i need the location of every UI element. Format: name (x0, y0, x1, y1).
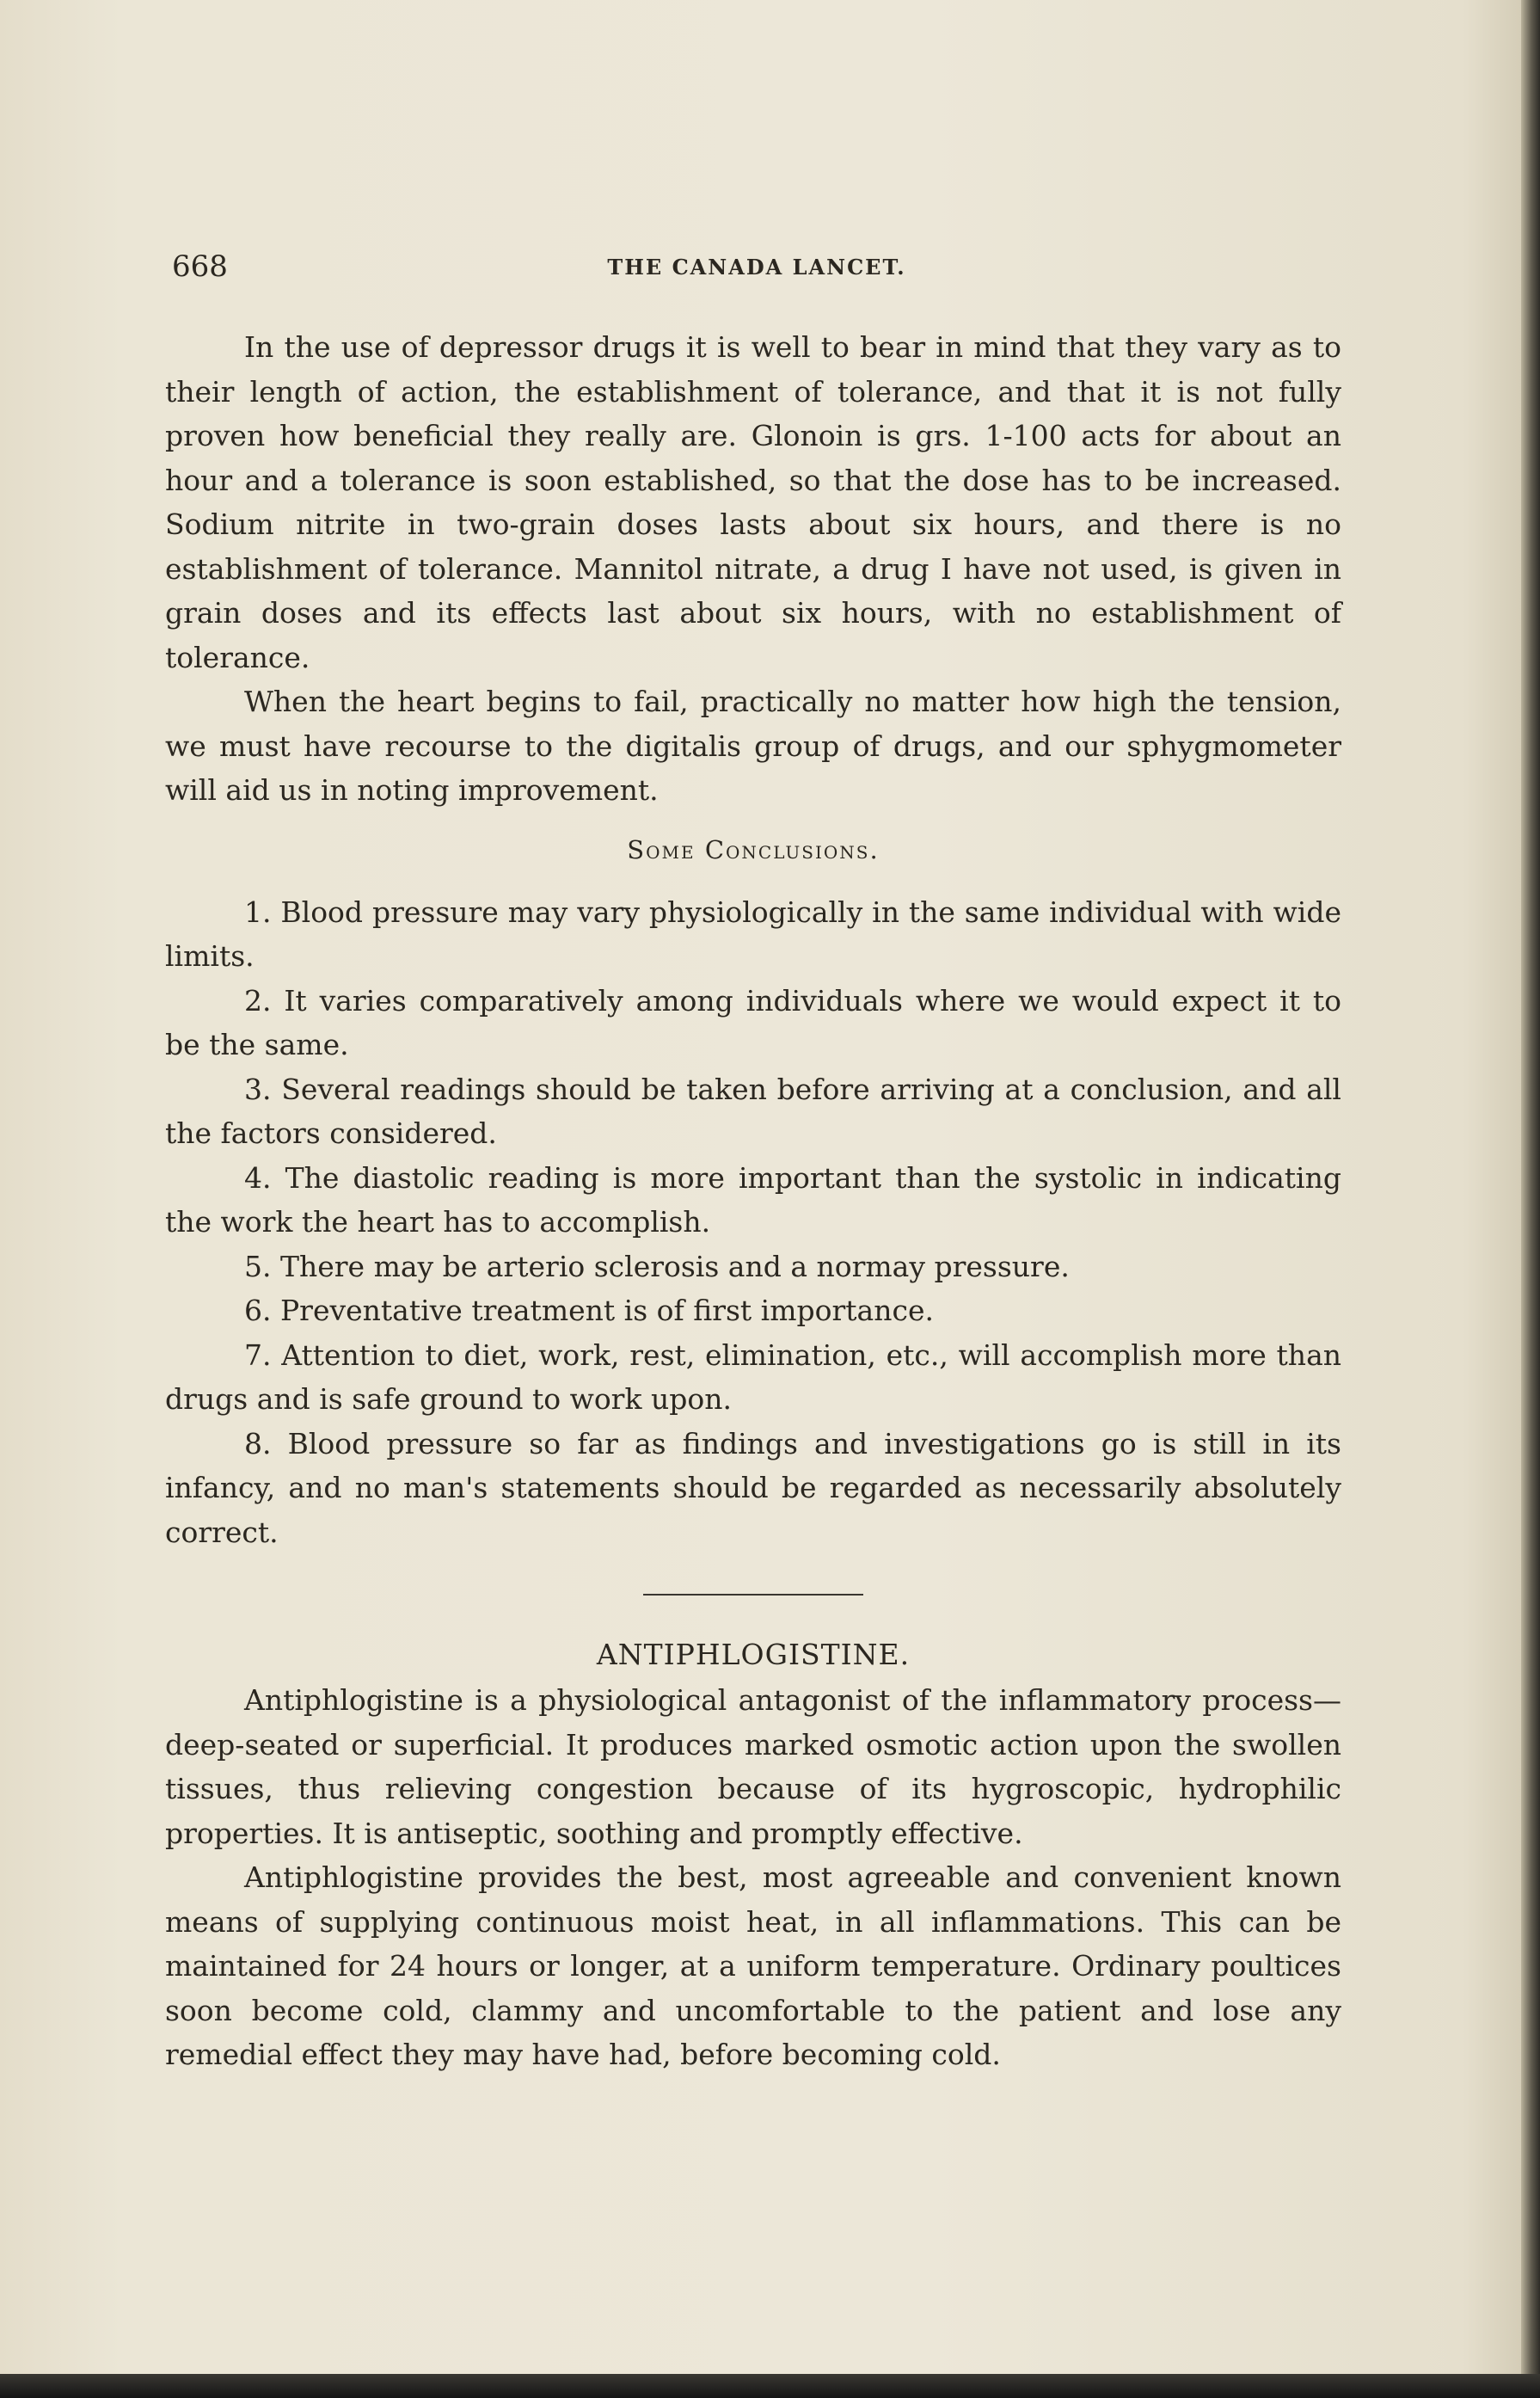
list-item: 8. Blood pressure so far as findings and investigations go is still in its infancy, and no man's statements should be regarded as necessarily absolutely correct. (165, 1426, 1341, 1549)
running-head (172, 249, 1341, 292)
conclusions-list (165, 890, 1341, 1555)
journal-title: THE CANADA LANCET. (607, 255, 906, 280)
section-heading (165, 828, 1341, 871)
paragraph: Antiphlogistine provides the best, most agreeable and convenient known means of supplying continuous moist heat, in all inflammations. This can be maintained for 24 hours or longer, at a uniform temperature. Ordinary poultices soon become cold, clammy and uncomfortable to the patient and lose any remedial effect they may have had, before becoming cold. (165, 1860, 1341, 2071)
page-body (165, 325, 1341, 2077)
list-item: 6. Preventative treatment is of first importance. (244, 1294, 934, 1327)
page-bottom-edge (0, 2374, 1540, 2398)
section-heading-text: Some Conclusions. (627, 834, 880, 864)
paragraph: When the heart begins to fail, practically no matter how high the tension, we must have recourse to the digitalis group of drugs, and our sphygmometer will aid us in noting improvement. (165, 685, 1341, 807)
list-item: 5. There may be arterio sclerosis and a normay pressure. (244, 1249, 1070, 1283)
list-item: 4. The diastolic reading is more important than the systolic in indicating the work the heart has to accomplish. (165, 1160, 1341, 1239)
page-number: 668 (172, 249, 228, 284)
paragraph: Antiphlogistine is a physiological antagonist of the inflammatory process—deep-seated or superficial. It produces marked osmotic action upon the swollen tissues, thus relieving congestion because of its hygroscopic, hydrophilic properties. It is antiseptic, soothing and promptly effective. (165, 1683, 1341, 1850)
article-title: ANTIPHLOGISTINE. (596, 1638, 911, 1671)
section-divider (643, 1594, 863, 1596)
list-item: 2. It varies comparatively among individuals where we would expect it to be the same. (165, 983, 1341, 1061)
list-item: 1. Blood pressure may vary physiologically in the same individual with wide limits. (165, 895, 1341, 973)
list-item: 7. Attention to diet, work, rest, elimination, etc., will accomplish more than drugs and is safe ground to work upon. (165, 1337, 1341, 1416)
paragraph: In the use of depressor drugs it is well to bear in mind that they vary as to their length of action, the establishment of tolerance, and that it is not fully proven how beneficial they really are. Glonoin is grs. 1-100 acts for about an hour and a tolerance is soon established, so that the dose has to be increased. Sodium nitrite in two-grain doses lasts about six hours, and there is no establishment of tolerance. Mannitol nitrate, a drug I have not used, is given in grain doses and its effects last about six hours, with no establishment of tolerance. (165, 330, 1341, 674)
list-item: 3. Several readings should be taken before arriving at a conclusion, and all the factors considered. (165, 1072, 1341, 1150)
page-binding-edge (1521, 0, 1540, 2398)
